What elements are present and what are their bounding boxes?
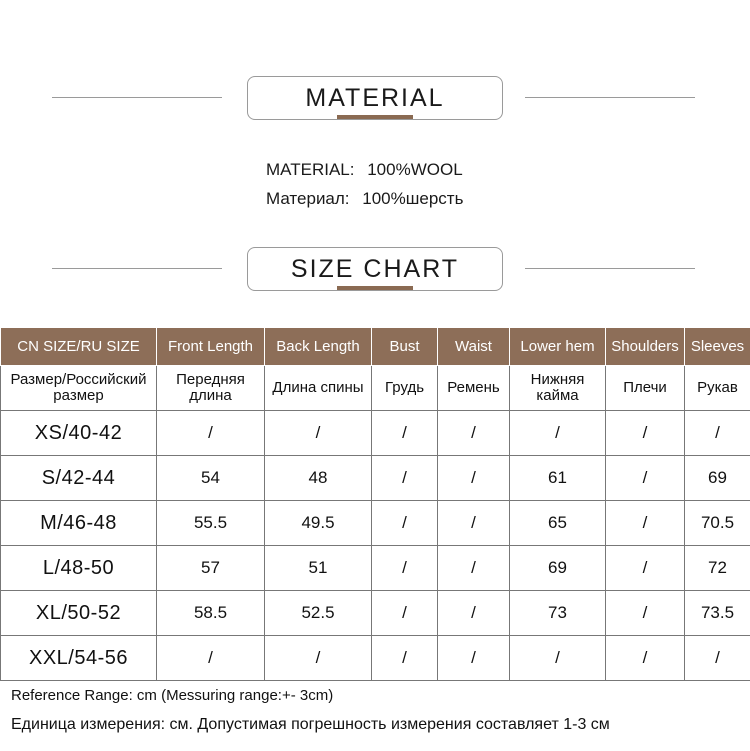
material-section-header bbox=[0, 76, 750, 120]
header-row-ru bbox=[1, 366, 750, 411]
table-cell: 48 bbox=[265, 456, 372, 501]
header-bust-ru: Грудь bbox=[372, 366, 438, 411]
header-front-length: Front Length bbox=[157, 328, 265, 366]
table-cell: / bbox=[438, 411, 510, 456]
table-cell: 73 bbox=[510, 591, 606, 636]
header-lower-hem: Lower hem bbox=[510, 328, 606, 366]
table-cell: / bbox=[606, 501, 685, 546]
table-cell: / bbox=[438, 501, 510, 546]
table-cell: / bbox=[438, 546, 510, 591]
table-cell: / bbox=[510, 411, 606, 456]
material-label-en: MATERIAL: bbox=[266, 160, 355, 179]
size-cell: L/48-50 bbox=[1, 546, 157, 591]
title-accent-bar bbox=[337, 286, 413, 290]
size-table bbox=[0, 327, 750, 681]
size-cell: M/46-48 bbox=[1, 501, 157, 546]
table-cell: 49.5 bbox=[265, 501, 372, 546]
table-cell: / bbox=[606, 636, 685, 681]
table-cell: 65 bbox=[510, 501, 606, 546]
table-cell: 69 bbox=[510, 546, 606, 591]
header-lower-hem-ru: Нижняя кайма bbox=[510, 366, 606, 411]
table-cell: / bbox=[438, 456, 510, 501]
table-cell: / bbox=[372, 591, 438, 636]
header-sleeves: Sleeves bbox=[685, 328, 750, 366]
table-cell: 73.5 bbox=[685, 591, 750, 636]
header-waist-ru: Ремень bbox=[438, 366, 510, 411]
divider-right bbox=[525, 97, 695, 98]
table-cell: 55.5 bbox=[157, 501, 265, 546]
header-waist: Waist bbox=[438, 328, 510, 366]
header-row-en bbox=[1, 328, 750, 366]
header-shoulders: Shoulders bbox=[606, 328, 685, 366]
table-cell: / bbox=[372, 411, 438, 456]
size-cell: S/42-44 bbox=[1, 456, 157, 501]
table-row bbox=[1, 591, 750, 636]
table-cell: / bbox=[372, 546, 438, 591]
divider-left bbox=[52, 268, 222, 269]
table-cell: / bbox=[157, 636, 265, 681]
table-cell: 72 bbox=[685, 546, 750, 591]
table-cell: 58.5 bbox=[157, 591, 265, 636]
table-cell: 52.5 bbox=[265, 591, 372, 636]
reference-note-ru: Единица измерения: см. Допустимая погрешность измерения составляет 1-3 см bbox=[11, 716, 610, 733]
table-cell: / bbox=[510, 636, 606, 681]
material-label-ru: Материал: bbox=[266, 189, 350, 208]
table-cell: / bbox=[438, 591, 510, 636]
material-line-ru bbox=[266, 189, 463, 209]
size-cell: XL/50-52 bbox=[1, 591, 157, 636]
material-line-en bbox=[266, 160, 463, 180]
header-shoulders-ru: Плечи bbox=[606, 366, 685, 411]
table-cell: 51 bbox=[265, 546, 372, 591]
table-row bbox=[1, 411, 750, 456]
title-accent-bar bbox=[337, 115, 413, 119]
table-cell: / bbox=[372, 456, 438, 501]
table-row bbox=[1, 501, 750, 546]
size-chart-section-header bbox=[0, 247, 750, 291]
table-cell: 57 bbox=[157, 546, 265, 591]
table-cell: 70.5 bbox=[685, 501, 750, 546]
material-value-ru: 100%шерсть bbox=[362, 189, 464, 208]
header-sleeves-ru: Рукав bbox=[685, 366, 750, 411]
size-chart-title: SIZE CHART bbox=[247, 247, 503, 291]
table-row bbox=[1, 456, 750, 501]
header-back-length-ru: Длина спины bbox=[265, 366, 372, 411]
size-cell: XS/40-42 bbox=[1, 411, 157, 456]
header-front-length-ru: Передняя длина bbox=[157, 366, 265, 411]
material-title: MATERIAL bbox=[247, 76, 503, 120]
header-back-length: Back Length bbox=[265, 328, 372, 366]
table-cell: 54 bbox=[157, 456, 265, 501]
table-cell: / bbox=[606, 591, 685, 636]
table-cell: 69 bbox=[685, 456, 750, 501]
table-cell: / bbox=[372, 636, 438, 681]
table-cell: / bbox=[372, 501, 438, 546]
table-cell: / bbox=[606, 456, 685, 501]
table-cell: / bbox=[606, 411, 685, 456]
table-row bbox=[1, 636, 750, 681]
table-cell: / bbox=[685, 411, 750, 456]
header-size: CN SIZE/RU SIZE bbox=[1, 328, 157, 366]
table-cell: / bbox=[606, 546, 685, 591]
reference-note-en: Reference Range: cm (Messuring range:+- 3cm) bbox=[11, 687, 334, 704]
header-bust: Bust bbox=[372, 328, 438, 366]
table-cell: / bbox=[265, 636, 372, 681]
table-cell: / bbox=[685, 636, 750, 681]
table-cell: / bbox=[157, 411, 265, 456]
material-value-en: 100%WOOL bbox=[367, 160, 463, 179]
divider-right bbox=[525, 268, 695, 269]
divider-left bbox=[52, 97, 222, 98]
table-cell: / bbox=[265, 411, 372, 456]
table-cell: / bbox=[438, 636, 510, 681]
table-cell: 61 bbox=[510, 456, 606, 501]
header-size-ru: Размер/Российский размер bbox=[1, 366, 157, 411]
table-row bbox=[1, 546, 750, 591]
size-cell: XXL/54-56 bbox=[1, 636, 157, 681]
